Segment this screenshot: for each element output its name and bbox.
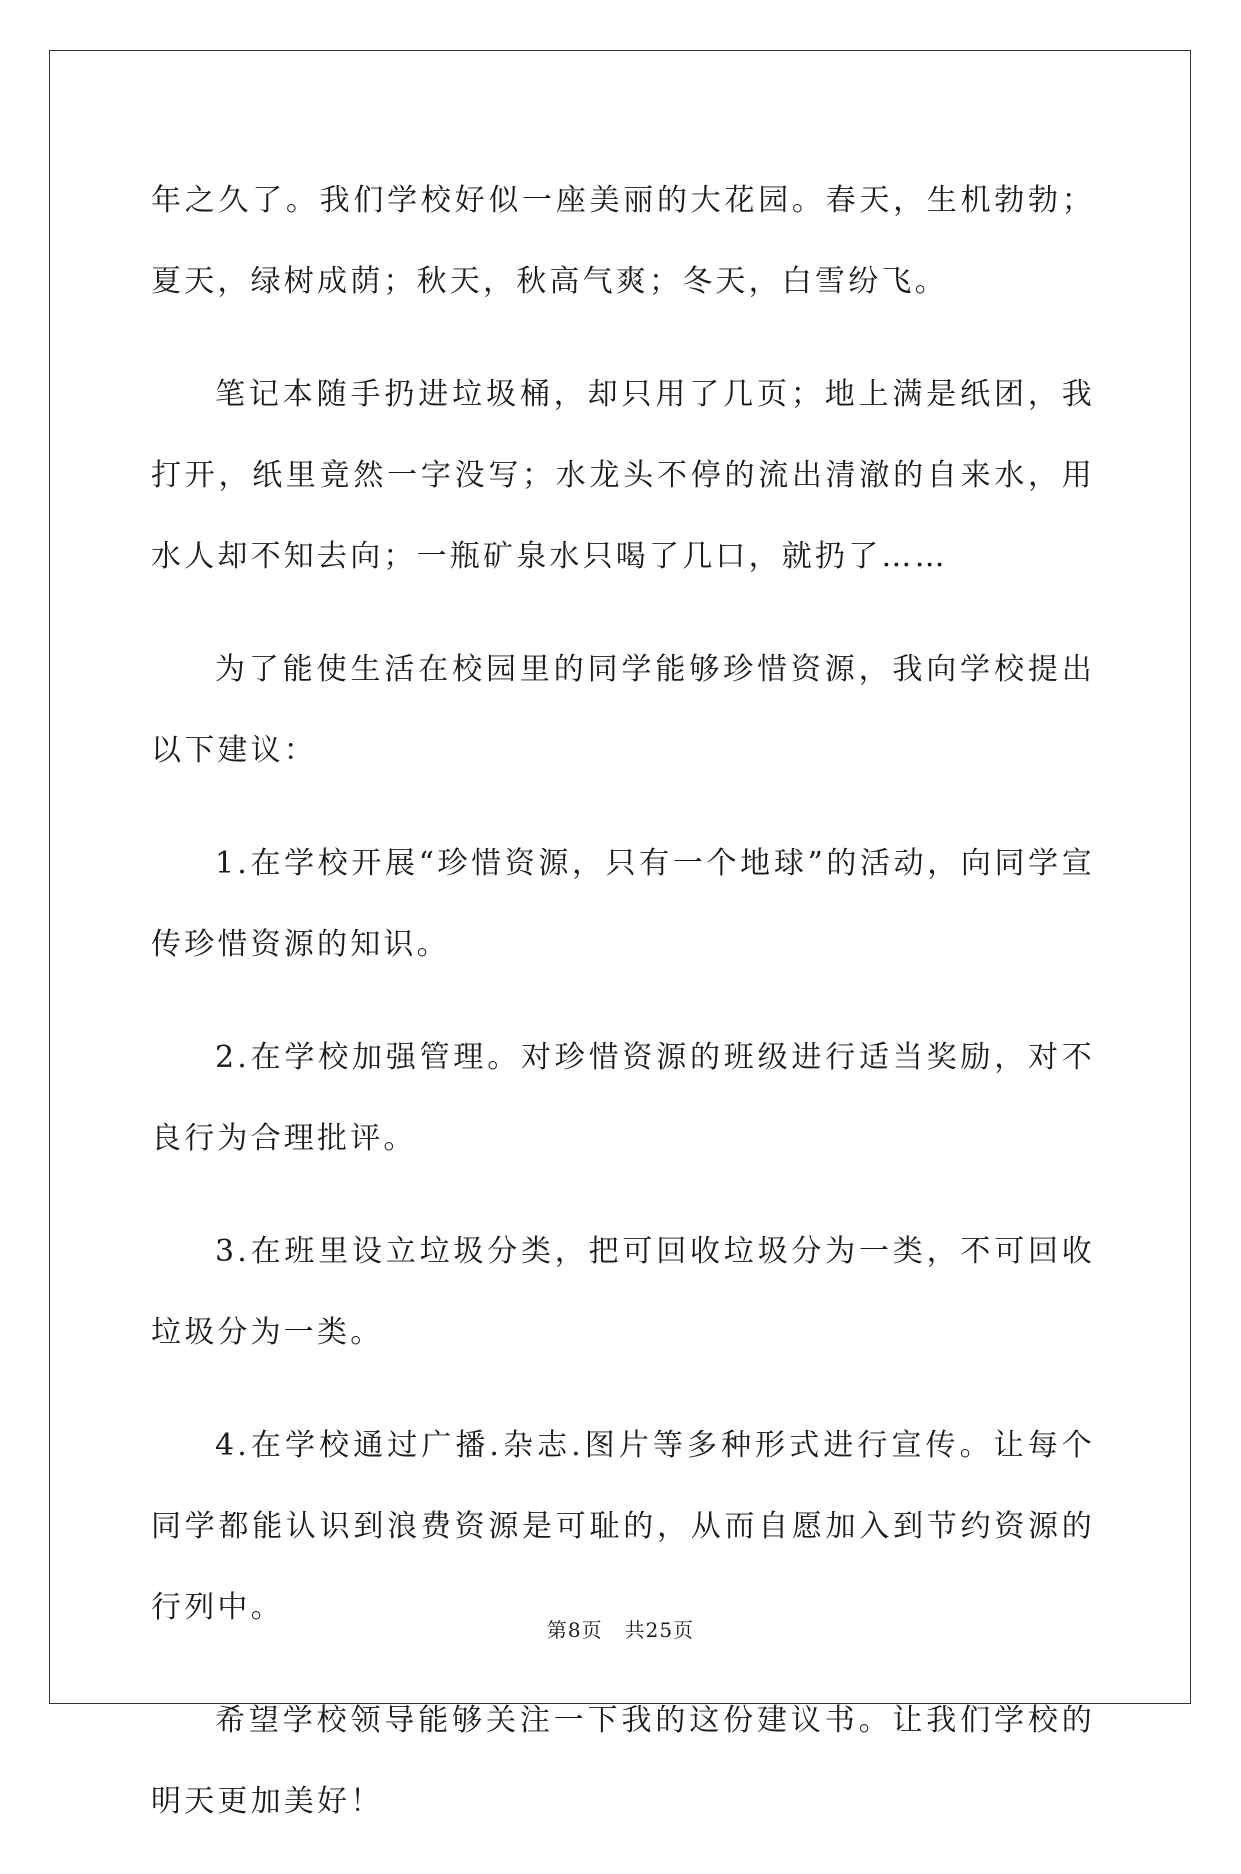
page-total: 共25页 — [624, 1618, 695, 1642]
paragraph-5: 2.在学校加强管理。对珍惜资源的班级进行适当奖励，对不良行为合理批评。 — [151, 1040, 1095, 1156]
paragraph-3: 为了能使生活在校园里的同学能够珍惜资源，我向学校提出以下建议： — [151, 652, 1095, 768]
paragraph-1: 年之久了。我们学校好似一座美丽的大花园。春天，生机勃勃；夏天，绿树成荫；秋天，秋高气爽；冬天，白雪纷飞。 — [151, 183, 1095, 299]
page-footer — [0, 1614, 1241, 1643]
paragraph-2: 笔记本随手扔进垃圾桶，却只用了几页；地上满是纸团，我打开，纸里竟然一字没写；水龙头不停的流出清澈的自来水，用水人却不知去向；一瓶矿泉水只喝了几口，就扔了…… — [151, 377, 1095, 574]
paragraph-7: 4.在学校通过广播.杂志.图片等多种形式进行宣传。让每个同学都能认识到浪费资源是可耻的，从而自愿加入到节约资源的行列中。 — [151, 1428, 1095, 1625]
paragraph-6: 3.在班里设立垃圾分类，把可回收垃圾分为一类，不可回收垃圾分为一类。 — [151, 1234, 1095, 1350]
paragraph-4: 1.在学校开展“珍惜资源，只有一个地球”的活动，向同学宣传珍惜资源的知识。 — [151, 846, 1095, 962]
page-number: 第8页 — [546, 1618, 603, 1642]
paragraph-8: 希望学校领导能够关注一下我的这份建议书。让我们学校的明天更加美好！ — [151, 1703, 1095, 1819]
